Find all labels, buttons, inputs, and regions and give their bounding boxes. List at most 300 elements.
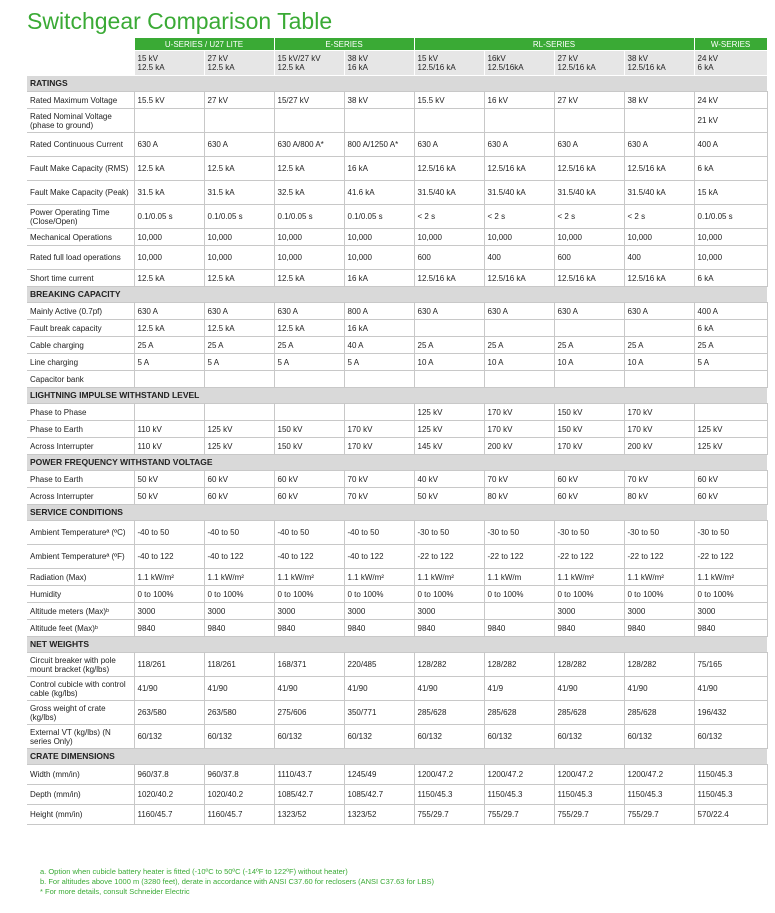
table-cell: 16 kA [344, 320, 414, 337]
ratings-header-cell: 38 kV 12.5/16 kA [624, 51, 694, 76]
table-cell: 10,000 [624, 229, 694, 246]
row-label: Gross weight of crate (kg/lbs) [27, 701, 134, 725]
table-cell: 1200/47.2 [624, 765, 694, 785]
table-cell: 80 kV [484, 488, 554, 505]
comparison-table-body [27, 38, 767, 825]
table-cell: 41/90 [274, 677, 344, 701]
table-cell: -30 to 50 [694, 521, 767, 545]
table-cell: 6 kA [694, 270, 767, 287]
comparison-table [27, 38, 768, 825]
table-cell: 168/371 [274, 653, 344, 677]
table-cell: 10,000 [694, 229, 767, 246]
row-label: Phase to Earth [27, 471, 134, 488]
section-header-row [27, 505, 767, 521]
table-row [27, 205, 767, 229]
section-title: LIGHTNING IMPULSE WITHSTAND LEVEL [27, 388, 767, 404]
table-cell: 1085/42.7 [344, 785, 414, 805]
table-cell: 1020/40.2 [134, 785, 204, 805]
table-cell [484, 371, 554, 388]
table-cell: 1323/52 [344, 805, 414, 825]
table-cell: 0 to 100% [414, 586, 484, 603]
table-cell: -40 to 50 [134, 521, 204, 545]
table-cell [344, 371, 414, 388]
table-cell: 60 kV [694, 471, 767, 488]
table-cell: 1200/47.2 [484, 765, 554, 785]
table-cell: 41/90 [554, 677, 624, 701]
table-cell: 60 kV [204, 488, 274, 505]
table-cell: 16 kV [484, 92, 554, 109]
table-cell: 0.1/0.05 s [134, 205, 204, 229]
table-row [27, 303, 767, 320]
table-cell: 60/132 [554, 725, 624, 749]
table-cell: 630 A [204, 133, 274, 157]
row-label: Radiation (Max) [27, 569, 134, 586]
table-cell [274, 404, 344, 421]
table-cell: 570/22.4 [694, 805, 767, 825]
table-cell: -30 to 50 [624, 521, 694, 545]
section-header-row [27, 287, 767, 303]
table-cell: 630 A [554, 303, 624, 320]
table-cell: 9840 [414, 620, 484, 637]
series-header-cell: W-SERIES [694, 38, 767, 51]
row-label: Mechanical Operations [27, 229, 134, 246]
table-cell [414, 371, 484, 388]
table-cell: 5 A [134, 354, 204, 371]
table-cell: 630 A [624, 303, 694, 320]
table-cell: 400 [484, 246, 554, 270]
table-cell: -30 to 50 [484, 521, 554, 545]
row-label: Across Interrupter [27, 488, 134, 505]
table-cell: 12.5 kA [134, 157, 204, 181]
table-cell: 1.1 kW/m² [204, 569, 274, 586]
table-cell: 128/282 [624, 653, 694, 677]
table-cell: 10 A [414, 354, 484, 371]
table-cell: 41/90 [204, 677, 274, 701]
table-cell: 10,000 [204, 246, 274, 270]
footnote-star: * For more details, consult Schneider Electric [40, 887, 190, 896]
table-cell: 41/90 [694, 677, 767, 701]
table-cell: 12.5/16 kA [414, 270, 484, 287]
table-cell: 118/261 [134, 653, 204, 677]
table-cell: 10,000 [344, 246, 414, 270]
table-cell: 15.5 kV [134, 92, 204, 109]
table-cell: 10,000 [274, 229, 344, 246]
table-cell [624, 109, 694, 133]
table-cell: 3000 [414, 603, 484, 620]
table-cell: 32.5 kA [274, 181, 344, 205]
table-cell: 1150/45.3 [694, 765, 767, 785]
table-cell: 70 kV [624, 471, 694, 488]
table-cell: 70 kV [484, 471, 554, 488]
table-cell: 40 kV [414, 471, 484, 488]
row-label: Line charging [27, 354, 134, 371]
table-cell: 755/29.7 [554, 805, 624, 825]
ratings-header-cell: 27 kV 12.5 kA [204, 51, 274, 76]
table-cell: 1323/52 [274, 805, 344, 825]
table-cell: 12.5/16 kA [554, 157, 624, 181]
table-cell: 10 A [554, 354, 624, 371]
table-cell: 125 kV [414, 404, 484, 421]
table-cell: 9840 [274, 620, 344, 637]
table-cell: 70 kV [344, 488, 414, 505]
ratings-header-blank [27, 51, 134, 76]
table-cell: 170 kV [484, 421, 554, 438]
row-label: Phase to Earth [27, 421, 134, 438]
table-cell: 150 kV [554, 421, 624, 438]
table-cell: 9840 [484, 620, 554, 637]
table-cell [134, 371, 204, 388]
table-cell [484, 603, 554, 620]
table-cell: 150 kV [274, 421, 344, 438]
table-cell [484, 109, 554, 133]
table-row [27, 677, 767, 701]
table-cell: 800 A [344, 303, 414, 320]
table-cell: 60 kV [274, 488, 344, 505]
table-cell: 6 kA [694, 320, 767, 337]
row-label: Ambient Temperatureª (ºC) [27, 521, 134, 545]
series-header-blank [27, 38, 134, 51]
table-cell: 1110/43.7 [274, 765, 344, 785]
table-cell: -30 to 50 [554, 521, 624, 545]
table-row [27, 438, 767, 455]
table-row [27, 805, 767, 825]
table-cell: 263/580 [134, 701, 204, 725]
table-cell: -22 to 122 [554, 545, 624, 569]
ratings-header-cell: 16kV 12.5/16kA [484, 51, 554, 76]
table-row [27, 586, 767, 603]
table-cell: 1.1 kW/m² [694, 569, 767, 586]
table-cell: 21 kV [694, 109, 767, 133]
section-title: CRATE DIMENSIONS [27, 749, 767, 765]
table-cell: 630 A/800 A* [274, 133, 344, 157]
table-cell: 41/9 [484, 677, 554, 701]
table-cell: 25 A [554, 337, 624, 354]
table-cell: -22 to 122 [484, 545, 554, 569]
table-cell: 755/29.7 [484, 805, 554, 825]
table-cell: 1.1 kW/m² [414, 569, 484, 586]
table-cell: 60/132 [134, 725, 204, 749]
table-cell: 9840 [134, 620, 204, 637]
row-label: Fault Make Capacity (Peak) [27, 181, 134, 205]
table-cell [624, 371, 694, 388]
table-cell: 630 A [484, 303, 554, 320]
table-cell: 0 to 100% [274, 586, 344, 603]
row-label: Rated Continuous Current [27, 133, 134, 157]
table-cell: 10,000 [344, 229, 414, 246]
table-row [27, 404, 767, 421]
table-cell: 31.5/40 kA [624, 181, 694, 205]
table-cell: 31.5/40 kA [554, 181, 624, 205]
table-cell: -40 to 50 [274, 521, 344, 545]
table-cell: 15/27 kV [274, 92, 344, 109]
table-cell: 118/261 [204, 653, 274, 677]
table-cell: 170 kV [624, 404, 694, 421]
table-cell: 25 A [134, 337, 204, 354]
table-cell: 755/29.7 [624, 805, 694, 825]
ratings-header-cell: 27 kV 12.5/16 kA [554, 51, 624, 76]
table-cell: 60 kV [694, 488, 767, 505]
table-cell: 15.5 kV [414, 92, 484, 109]
table-cell: 196/432 [694, 701, 767, 725]
table-cell: 1160/45.7 [204, 805, 274, 825]
table-row [27, 92, 767, 109]
table-cell: 12.5 kA [204, 270, 274, 287]
table-cell: 12.5 kA [134, 320, 204, 337]
table-cell: 0 to 100% [344, 586, 414, 603]
table-cell: 0.1/0.05 s [274, 205, 344, 229]
table-cell: -40 to 122 [204, 545, 274, 569]
table-cell: 125 kV [694, 438, 767, 455]
table-cell: < 2 s [414, 205, 484, 229]
table-cell: 0 to 100% [134, 586, 204, 603]
table-cell: -40 to 122 [274, 545, 344, 569]
table-cell: 12.5/16 kA [624, 157, 694, 181]
table-row [27, 620, 767, 637]
table-cell: 0 to 100% [554, 586, 624, 603]
table-cell: 170 kV [484, 404, 554, 421]
table-cell [484, 320, 554, 337]
table-cell: 10,000 [134, 246, 204, 270]
table-cell: 0 to 100% [204, 586, 274, 603]
row-label: Rated full load operations [27, 246, 134, 270]
table-cell: 1150/45.3 [694, 785, 767, 805]
table-cell: 9840 [624, 620, 694, 637]
row-label: Short time current [27, 270, 134, 287]
table-cell: 50 kV [414, 488, 484, 505]
table-cell: 60/132 [624, 725, 694, 749]
table-cell: 128/282 [414, 653, 484, 677]
table-cell: 110 kV [134, 438, 204, 455]
table-cell: 960/37.8 [204, 765, 274, 785]
table-cell: 80 kV [624, 488, 694, 505]
table-row [27, 421, 767, 438]
table-cell: 9840 [344, 620, 414, 637]
series-header-cell: E-SERIES [274, 38, 414, 51]
table-cell: 10,000 [274, 246, 344, 270]
table-cell: 12.5 kA [274, 320, 344, 337]
ratings-header-cell: 38 kV 16 kA [344, 51, 414, 76]
table-cell: 50 kV [134, 471, 204, 488]
table-cell: 0 to 100% [694, 586, 767, 603]
table-cell: 10 A [484, 354, 554, 371]
row-label: Fault Make Capacity (RMS) [27, 157, 134, 181]
table-cell: 10,000 [204, 229, 274, 246]
table-cell: 1200/47.2 [554, 765, 624, 785]
ratings-header-cell: 15 kV 12.5 kA [134, 51, 204, 76]
table-row [27, 603, 767, 620]
table-cell: 630 A [484, 133, 554, 157]
table-cell: 25 A [274, 337, 344, 354]
table-cell [414, 320, 484, 337]
table-cell: 285/628 [414, 701, 484, 725]
table-cell: 1200/47.2 [414, 765, 484, 785]
row-label: Ambient Temperatureª (ºF) [27, 545, 134, 569]
table-cell: 27 kV [204, 92, 274, 109]
table-cell: 9840 [204, 620, 274, 637]
table-cell: 24 kV [694, 92, 767, 109]
table-cell: < 2 s [554, 205, 624, 229]
table-cell: 75/165 [694, 653, 767, 677]
series-header-row [27, 38, 767, 51]
table-row [27, 785, 767, 805]
table-cell: 110 kV [134, 421, 204, 438]
table-row [27, 471, 767, 488]
series-header-cell: U-SERIES / U27 LITE [134, 38, 274, 51]
table-cell: 12.5 kA [204, 157, 274, 181]
table-cell: 10,000 [554, 229, 624, 246]
table-cell: 630 A [414, 303, 484, 320]
table-cell: 1150/45.3 [554, 785, 624, 805]
table-cell: 10,000 [134, 229, 204, 246]
table-cell: -40 to 50 [344, 521, 414, 545]
table-cell: 1245/49 [344, 765, 414, 785]
row-label: Circuit breaker with pole mount bracket (kg/lbs) [27, 653, 134, 677]
table-cell: 38 kV [344, 92, 414, 109]
table-cell [274, 371, 344, 388]
row-label: Altitude meters (Max)ᵇ [27, 603, 134, 620]
table-cell: 38 kV [624, 92, 694, 109]
table-cell [554, 320, 624, 337]
table-cell: 60 kV [204, 471, 274, 488]
ratings-header-cell: 24 kV 6 kA [694, 51, 767, 76]
section-header-row [27, 455, 767, 471]
table-cell [344, 109, 414, 133]
table-cell: 12.5 kA [274, 157, 344, 181]
table-row [27, 270, 767, 287]
table-cell: 40 A [344, 337, 414, 354]
section-title: POWER FREQUENCY WITHSTAND VOLTAGE [27, 455, 767, 471]
table-cell: 70 kV [344, 471, 414, 488]
ratings-header-cell: 15 kV 12.5/16 kA [414, 51, 484, 76]
table-cell: 3000 [694, 603, 767, 620]
table-cell: -40 to 50 [204, 521, 274, 545]
table-cell: 125 kV [204, 421, 274, 438]
table-cell: 15 kA [694, 181, 767, 205]
table-cell [274, 109, 344, 133]
table-cell: 16 kA [344, 270, 414, 287]
table-row [27, 569, 767, 586]
table-cell: 170 kV [344, 421, 414, 438]
table-cell: 6 kA [694, 157, 767, 181]
table-cell: 630 A [624, 133, 694, 157]
table-row [27, 653, 767, 677]
table-cell [414, 109, 484, 133]
table-cell: 41/90 [134, 677, 204, 701]
table-cell [624, 320, 694, 337]
table-cell: 170 kV [554, 438, 624, 455]
row-label: Cable charging [27, 337, 134, 354]
page-title: Switchgear Comparison Table [27, 8, 333, 34]
table-cell: 630 A [134, 133, 204, 157]
table-cell: 25 A [484, 337, 554, 354]
table-cell: 150 kV [274, 438, 344, 455]
table-cell: 25 A [414, 337, 484, 354]
table-cell: 10,000 [694, 246, 767, 270]
table-cell: 60 kV [554, 471, 624, 488]
table-cell: 200 kV [484, 438, 554, 455]
table-cell: 170 kV [624, 421, 694, 438]
table-row [27, 229, 767, 246]
ratings-header-cell: 15 kV/27 kV 12.5 kA [274, 51, 344, 76]
table-cell: 400 A [694, 303, 767, 320]
table-row [27, 725, 767, 749]
table-row [27, 320, 767, 337]
table-cell: 3000 [554, 603, 624, 620]
table-row [27, 701, 767, 725]
table-cell: 31.5/40 kA [414, 181, 484, 205]
table-cell: 285/628 [624, 701, 694, 725]
table-cell [134, 109, 204, 133]
table-cell: 1.1 kW/m² [554, 569, 624, 586]
row-label: Humidity [27, 586, 134, 603]
table-cell: 145 kV [414, 438, 484, 455]
table-cell [694, 404, 767, 421]
table-cell: 41/90 [344, 677, 414, 701]
table-cell: 275/606 [274, 701, 344, 725]
table-cell: 31.5 kA [134, 181, 204, 205]
table-cell: 1150/45.3 [624, 785, 694, 805]
table-cell: 600 [554, 246, 624, 270]
table-cell: 630 A [414, 133, 484, 157]
row-label: Power Operating Time (Close/Open) [27, 205, 134, 229]
table-cell: 630 A [554, 133, 624, 157]
table-cell [554, 109, 624, 133]
table-cell: 600 [414, 246, 484, 270]
table-cell: 60 kV [274, 471, 344, 488]
table-cell: 263/580 [204, 701, 274, 725]
table-cell: 41/90 [414, 677, 484, 701]
table-cell [134, 404, 204, 421]
table-cell: 60/132 [414, 725, 484, 749]
table-cell: 125 kV [414, 421, 484, 438]
table-cell: 0 to 100% [624, 586, 694, 603]
row-label: Phase to Phase [27, 404, 134, 421]
footnote-b: b. For altitudes above 1000 m (3280 feet), derate in accordance with ANSI C37.60 for reclosers (ANSI C37.63 for LBS) [40, 877, 434, 886]
table-cell: 285/628 [484, 701, 554, 725]
table-cell: -40 to 122 [134, 545, 204, 569]
series-header-cell: RL-SERIES [414, 38, 694, 51]
row-label: Fault break capacity [27, 320, 134, 337]
table-cell: 1020/40.2 [204, 785, 274, 805]
table-cell: 1150/45.3 [414, 785, 484, 805]
table-row [27, 246, 767, 270]
table-cell: 3000 [344, 603, 414, 620]
table-cell: 16 kA [344, 157, 414, 181]
table-cell: 12.5/16 kA [484, 157, 554, 181]
row-label: External VT (kg/lbs) (N series Only) [27, 725, 134, 749]
table-cell: 400 [624, 246, 694, 270]
table-cell: 630 A [204, 303, 274, 320]
table-row [27, 157, 767, 181]
table-cell: 0.1/0.05 s [694, 205, 767, 229]
table-cell: 630 A [274, 303, 344, 320]
table-cell [554, 371, 624, 388]
section-title: NET WEIGHTS [27, 637, 767, 653]
table-cell: 800 A/1250 A* [344, 133, 414, 157]
table-cell: -30 to 50 [414, 521, 484, 545]
section-header-row [27, 388, 767, 404]
table-cell: 10 A [624, 354, 694, 371]
table-cell: 350/771 [344, 701, 414, 725]
table-cell: 220/485 [344, 653, 414, 677]
table-cell: 31.5 kA [204, 181, 274, 205]
table-cell: 10,000 [414, 229, 484, 246]
table-cell: 960/37.8 [134, 765, 204, 785]
table-cell: -22 to 122 [624, 545, 694, 569]
table-cell: 630 A [134, 303, 204, 320]
table-cell: 9840 [554, 620, 624, 637]
table-cell: 1.1 kW/m² [274, 569, 344, 586]
